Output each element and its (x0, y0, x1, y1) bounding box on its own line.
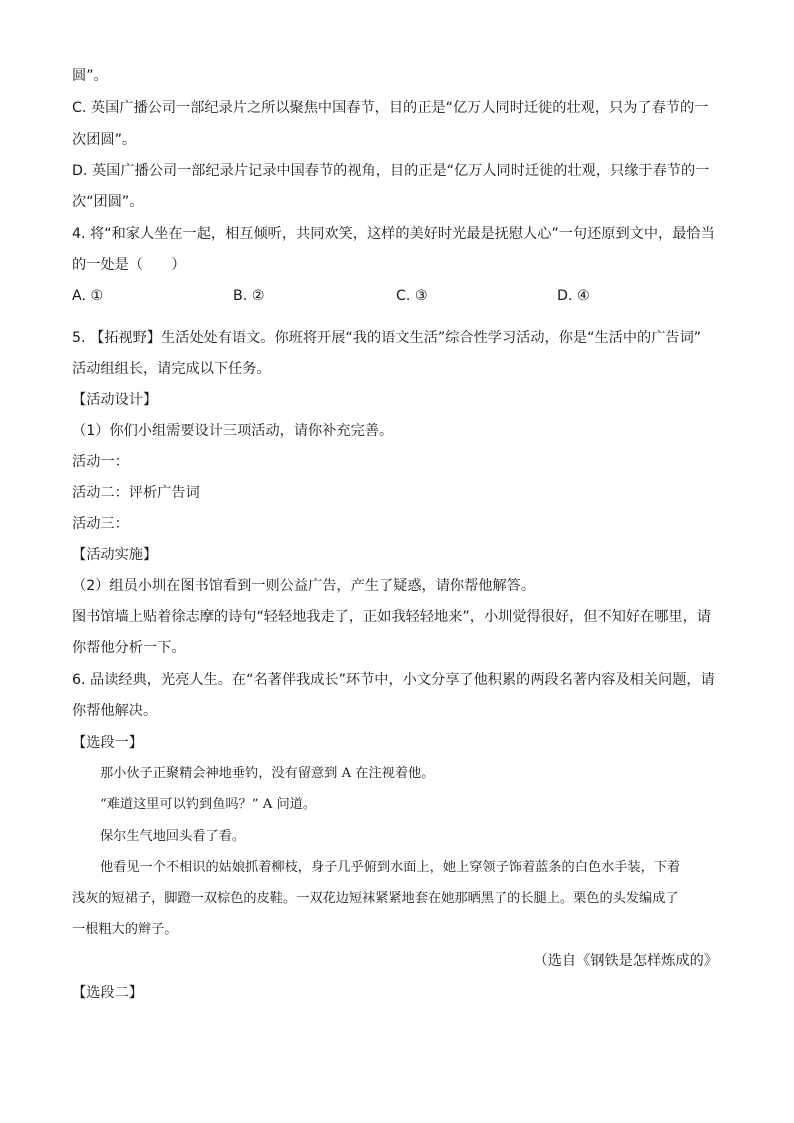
activity-1: 活动一： (72, 454, 129, 470)
text-line: 次“团圆”。 (72, 194, 144, 210)
section-heading: 【活动设计】 (72, 392, 158, 408)
text-line: （1）你们小组需要设计三项活动，请你补充完善。 (72, 423, 394, 439)
passage-line: 他看见一个不相识的姑娘抓着柳枝，身子几乎俯到水面上，她上穿领子饰着蓝条的白色水手装，下着 (100, 860, 681, 875)
text-line: 活动组组长，请完成以下任务。 (72, 361, 271, 377)
option-d-text: D. 英国广播公司一部纪录片记录中国春节的视角，目的正是“亿万人同时迁徙的壮观，只缘于春节的一 (72, 163, 710, 179)
text-line: 你帮他解决。 (72, 703, 158, 719)
passage-line: 浅灰的短裙子，脚蹬一双棕色的皮鞋。一双花边短袜紧紧地套在她那晒黑了的长腿上。栗色的头发编成了 (72, 891, 679, 906)
question-5: 5. 【拓视野】生活处处有语文。你班将开展“我的语文生活”综合性学习活动，你是“生活中的广告词” (72, 330, 702, 346)
option-c: C. ③ (396, 288, 428, 304)
excerpt-heading: 【选段二】 (72, 985, 143, 1001)
passage-line: 保尔生气地回头看了看。 (100, 829, 246, 844)
passage-line: 那小伙子正聚精会神地垂钓，没有留意到 A 在注视着他。 (100, 766, 435, 781)
option-a: A. ① (72, 288, 104, 304)
excerpt-source: （选自《钢铁是怎样炼成的》 (533, 953, 718, 969)
text-line: 次团圆”。 (72, 132, 137, 148)
option-c-text: C. 英国广播公司一部纪录片之所以聚焦中国春节，目的正是“亿万人同时迁徙的壮观，只为了春节的一 (72, 100, 709, 116)
text-line: 你帮他分析一下。 (72, 640, 186, 656)
question-4: 4. 将“和家人坐在一起，相互倾听，共同欢笑，这样的美好时光最是抚慰人心”一句还原到文中，最恰当 (72, 226, 715, 242)
option-b: B. ② (233, 288, 265, 304)
option-d: D. ④ (557, 288, 590, 304)
passage-line: 一根粗大的辫子。 (72, 922, 178, 937)
passage-line: “难道这里可以钓到鱼吗？” A 问道。 (100, 797, 317, 812)
text-line: （2）组员小圳在图书馆看到一则公益广告，产生了疑惑，请你帮他解答。 (72, 578, 536, 594)
activity-3: 活动三： (72, 516, 129, 532)
section-heading: 【活动实施】 (72, 547, 158, 563)
activity-2: 活动二：评析广告词 (72, 485, 200, 501)
question-6: 6. 品读经典，光亮人生。在“名著伴我成长”环节中，小文分享了他积累的两段名著内容及相关问题，请 (72, 672, 715, 688)
text-line: 的一处是（ ） (72, 257, 186, 273)
text-line: 图书馆墙上贴着徐志摩的诗句“轻轻地我走了，正如我轻轻地来”，小圳觉得很好，但不知好在哪里，请 (72, 609, 711, 625)
text-line: 圆”。 (72, 68, 108, 84)
excerpt-heading: 【选段一】 (72, 735, 143, 751)
